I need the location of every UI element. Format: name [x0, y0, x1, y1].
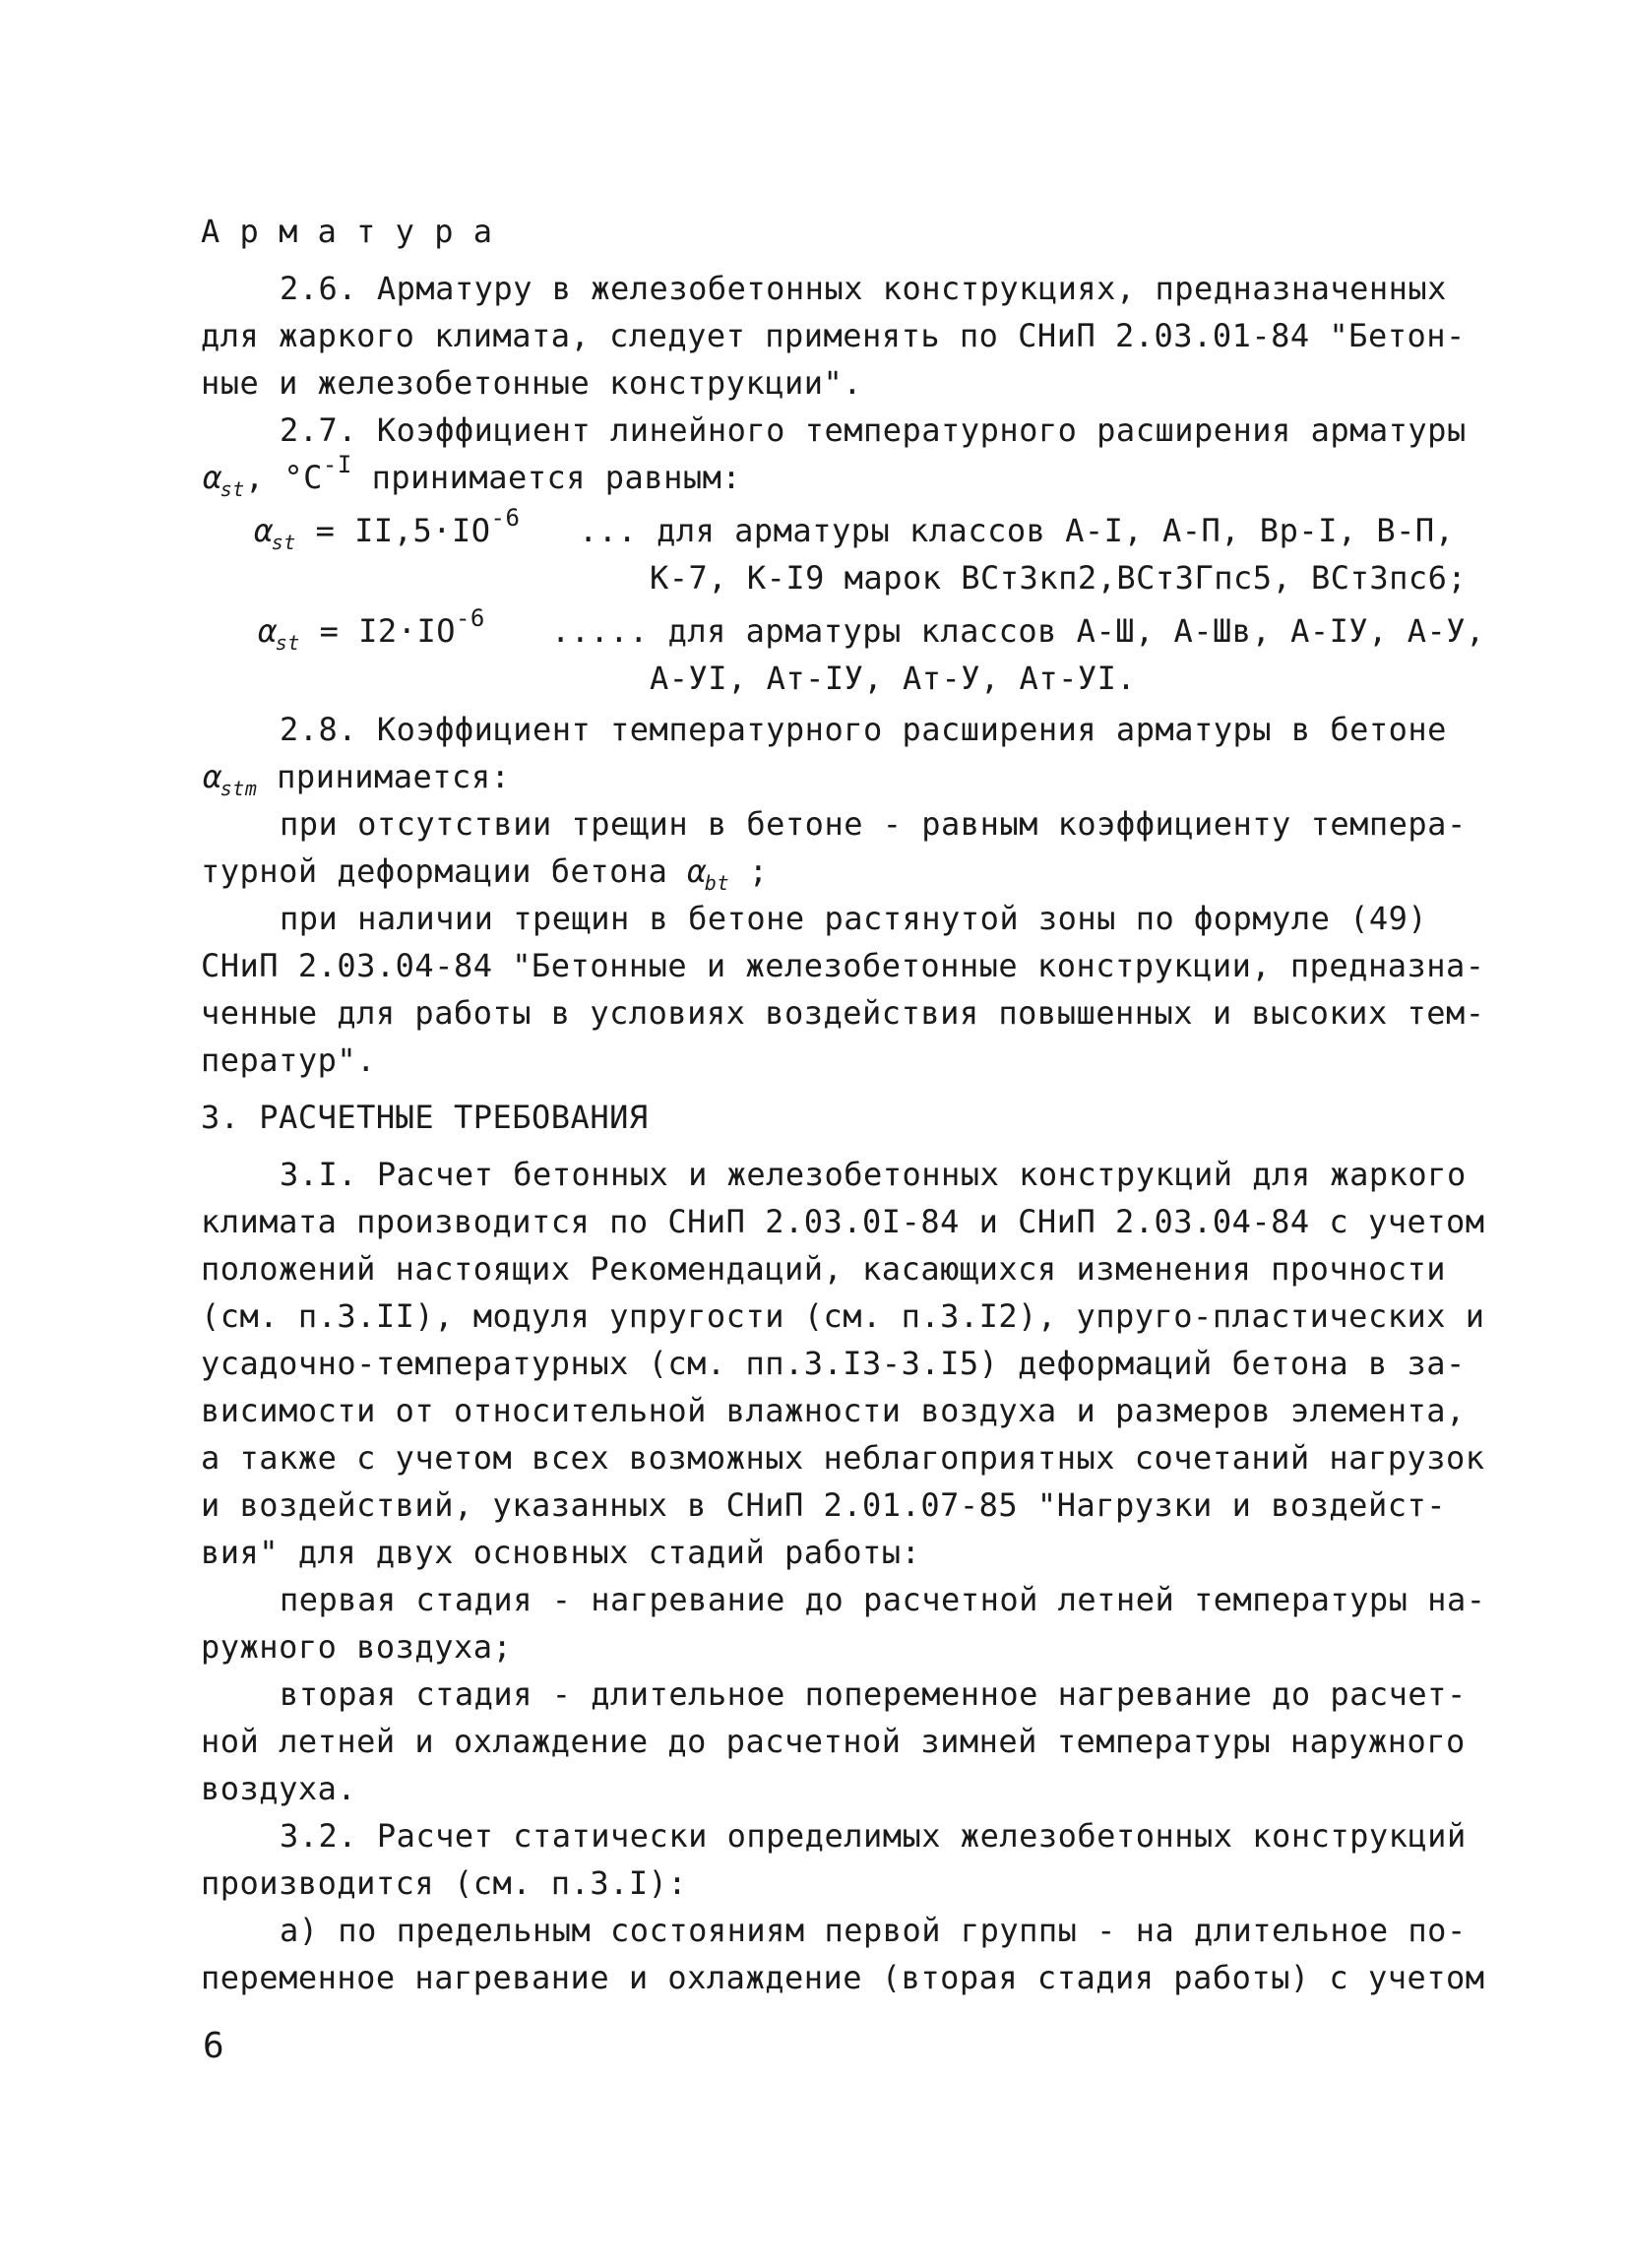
- formula-1-lhs: [254, 504, 521, 557]
- formula-2-exponent: -6: [455, 604, 485, 632]
- p31-line-13: ной летней и охлаждение до расчетной зимней температуры наружного: [201, 1723, 1466, 1760]
- p26-line-2: для жаркого климата, следует применять по СНиП 2.03.01-84 "Бетон-: [201, 317, 1466, 354]
- p31-line-8: и воздействий, указанных в СНиП 2.01.07-85 "Нагрузки и воздейст-: [201, 1486, 1446, 1524]
- p32-line-2: производится (см. п.3.I):: [201, 1864, 688, 1902]
- p31-line-1: 3.I. Расчет бетонных и железобетонных конструкций для жаркого: [280, 1156, 1467, 1193]
- p28-line-2: [203, 754, 510, 803]
- alpha-bt-symbol: α: [687, 852, 707, 890]
- p28-line-7: ченные для работы в условиях воздействия повышенных и высоких тем-: [201, 994, 1485, 1032]
- unit-exponent: -I: [322, 451, 352, 478]
- p27-line-2-rest: принимается равным:: [371, 459, 742, 496]
- unit-celsius: °C: [283, 459, 323, 496]
- alpha-st-symbol: α: [203, 459, 222, 496]
- formula-1-exponent: -6: [490, 504, 521, 532]
- p28-line-5: при наличии трещин в бетоне растянутой зоны по формуле (49): [280, 900, 1428, 937]
- p28-line-4-text: турной деформации бетона: [201, 852, 668, 890]
- p31-line-3: положений настоящих Рекомендаций, касающихся изменения прочности: [201, 1250, 1446, 1288]
- heading-armatura: А р м а т у р а: [201, 213, 493, 250]
- p27-line-1: 2.7. Коэффициент линейного температурного расширения арматуры: [280, 411, 1467, 449]
- p31-line-9: вия" для двух основных стадий работы:: [201, 1534, 921, 1571]
- p28-line-6: СНиП 2.03.04-84 "Бетонные и железобетонные конструкции, предназна-: [201, 947, 1485, 984]
- p31-line-7: а также с учетом всех возможных неблагоприятных сочетаний нагрузок: [201, 1439, 1485, 1477]
- p26-line-3: ные и железобетонные конструкции".: [201, 364, 863, 402]
- p28-line-2-rest: принимается:: [277, 758, 511, 795]
- p28-line-4: [201, 849, 769, 898]
- formula-1-text-2: К-7, К-I9 марок ВСт3кп2,ВСт3Гпс5, ВСт3пс6;: [650, 559, 1468, 597]
- alpha-stm-subscript: stm: [219, 777, 258, 800]
- formula-2-text-1: ..... для арматуры классов А-Ш, А-Шв, А-IУ, А-У,: [551, 612, 1485, 650]
- p31-line-12: вторая стадия - длительное попеременное нагревание до расчет-: [280, 1675, 1467, 1713]
- formula-2-text-2: А-УI, Ат-IУ, Ат-У, Ат-УI.: [650, 660, 1137, 697]
- p31-line-2: климата производится по СНиП 2.03.0I-84 и СНиП 2.03.04-84 с учетом: [201, 1203, 1485, 1240]
- p31-line-14: воздуха.: [201, 1770, 357, 1807]
- formula-1-text-1: ... для арматуры классов А-I, А-П, Вр-I, В-П,: [579, 512, 1455, 549]
- p28-line-8: ператур".: [201, 1041, 376, 1079]
- formula-1-subscript: st: [271, 531, 296, 554]
- alpha-st-subscript: st: [219, 477, 245, 501]
- p32-line-4: переменное нагревание и охлаждение (вторая стадия работы) с учетом: [201, 1959, 1485, 1996]
- p28-line-3: при отсутствии трещин в бетоне - равным коэффициенту темпера-: [280, 805, 1467, 843]
- p28-line-1: 2.8. Коэффициент температурного расширения арматуры в бетоне: [280, 711, 1447, 748]
- formula-2-subscript: st: [275, 631, 300, 655]
- formula-1-alpha: α: [254, 512, 274, 549]
- p31-line-5: усадочно-температурных (см. пп.3.I3-3.I5) деформаций бетона в за-: [201, 1345, 1466, 1382]
- alpha-bt-subscript: bt: [704, 871, 729, 895]
- p28-line-4-end: ;: [748, 852, 769, 890]
- p27-line-2: $\alpha_{st}$, $^\circ C^{-I}$ принимается равным:: [203, 451, 742, 501]
- p31-line-10: первая стадия - нагревание до расчетной летней температуры на-: [280, 1581, 1486, 1618]
- p31-line-4: (см. п.3.II), модуля упругости (см. п.3.I2), упруго-пластических и: [201, 1297, 1485, 1335]
- p26-line-1: 2.6. Арматуру в железобетонных конструкциях, предназначенных: [280, 270, 1447, 307]
- formula-1-value: = II,5·IO: [315, 512, 491, 549]
- p31-line-6: висимости от относительной влажности воздуха и размеров элемента,: [201, 1392, 1466, 1429]
- p32-line-1: 3.2. Расчет статически определимых железобетонных конструкций: [280, 1817, 1467, 1855]
- p32-line-3: а) по предельным состояниям первой группы - на длительное по-: [280, 1912, 1467, 1949]
- page-number: 6: [203, 2026, 225, 2066]
- p31-line-11: ружного воздуха;: [201, 1628, 513, 1666]
- section-3-title: 3. РАСЧЕТНЫЕ ТРЕБОВАНИЯ: [201, 1099, 649, 1136]
- formula-2-alpha: α: [258, 612, 278, 650]
- formula-2-value: = I2·IO: [319, 612, 456, 650]
- alpha-stm-symbol: α: [203, 758, 222, 795]
- formula-2-lhs: [258, 604, 485, 658]
